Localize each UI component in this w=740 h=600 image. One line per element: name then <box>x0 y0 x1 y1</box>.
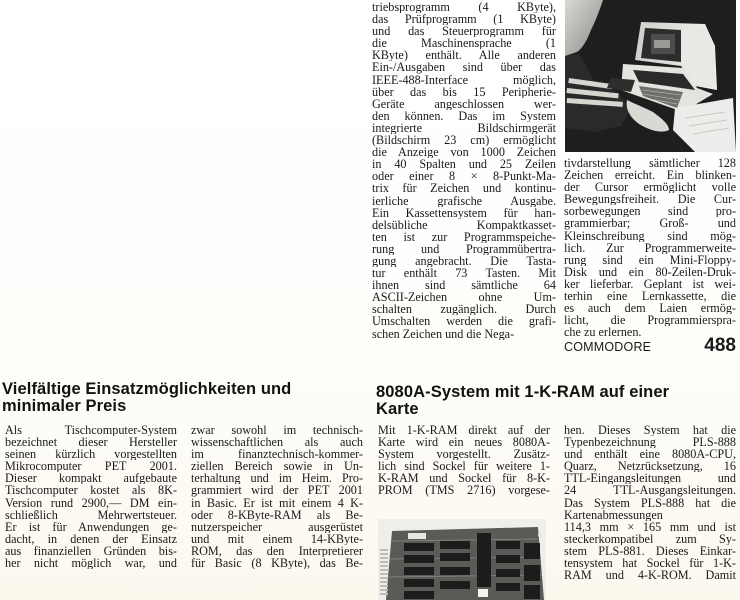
text-line: Geräte angeschlossen wer- <box>372 97 556 110</box>
computer-photo-icon <box>565 0 736 152</box>
article1-column-1 <box>5 424 177 569</box>
reader-service-number: 488 <box>704 335 736 357</box>
company-name: COMMODORE <box>564 340 652 355</box>
text-line: Kartenabmessungen <box>564 508 663 521</box>
text-line: ierliche grafische Ausgabe. <box>372 194 556 207</box>
text-line: integrierte Bildschirmgerät <box>372 121 556 135</box>
text-line: Bewegungsfreiheit. Die Cur- <box>564 193 736 206</box>
text-line: ziellen Bereich sowie in Un- <box>191 460 363 473</box>
text-line: gung angebracht. Die Tasta- <box>372 254 556 268</box>
text-line: licht, die Programmierspra- <box>564 314 736 327</box>
circuit-board-icon <box>378 519 546 600</box>
text-line: Kleinschreibung sind mög- <box>564 229 736 242</box>
text-line: im finanztechnisch-kommer- <box>191 448 363 461</box>
text-line: Typenbezeichnung PLS-888 <box>564 436 736 449</box>
text-line: oder einer 8 × 8-Punkt-Ma- <box>372 170 556 183</box>
text-line: Als Tischcomputer-System <box>5 424 177 437</box>
text-line: ASCII-Zeichen ohne Um- <box>372 291 556 304</box>
article2-headline <box>376 384 738 418</box>
text-line: Umschalten werden die grafi- <box>372 315 556 328</box>
text-line: tivdarstellung sämtlicher 128 <box>564 157 736 170</box>
text-line: der Cursor ermöglicht volle <box>564 181 736 194</box>
text-line: ten ist zur Programmspeiche- <box>372 230 556 243</box>
text-line: ker lieferbar. Geplant ist wei- <box>564 277 736 291</box>
text-line: 114,3 mm × 165 mm und ist <box>564 520 736 533</box>
text-line: delsübliche Kompaktkasset- <box>372 218 556 231</box>
text-line: terhin eine Lernkassette, die <box>564 290 736 303</box>
text-line: hen. Dieses System hat die <box>564 424 736 437</box>
article-footer <box>564 335 736 357</box>
text-line: schließlich Mehrwertsteuer. <box>5 508 177 521</box>
text-line: schen Zeichen und die Nega- <box>372 327 515 340</box>
text-line: rung und Programmübertra- <box>372 242 556 255</box>
text-line: schalten zugänglich. Durch <box>372 303 556 316</box>
text-line: PROM (TMS 2716) vorgese- <box>378 484 550 497</box>
text-line: TTL-Eingangsleitungen und <box>564 472 736 485</box>
text-line: seinen kürzlich vorgestellten <box>5 448 177 461</box>
text-line: das Prüfprogramm (1 KByte) <box>372 13 556 26</box>
text-line: Zeichen erreicht. Ein blinken- <box>564 169 736 182</box>
text-line: die Anzeige von 1000 Zeichen <box>372 146 556 159</box>
text-line: oder 8-KByte-RAM als Be- <box>191 508 363 521</box>
text-line: es auch dem Laien ermög- <box>564 302 736 315</box>
text-line: und das Steuerprogramm für <box>372 25 556 38</box>
text-line: nutzerspeicher ausgerüstet <box>191 520 363 533</box>
text-line: Das System PLS-888 hat die <box>564 496 736 509</box>
text-line: rung sind ein Mini-Floppy- <box>564 253 736 266</box>
text-line: terhaltung und im Heim. Pro- <box>191 472 363 485</box>
text-line: lich. Zur Programmerweite- <box>564 241 736 254</box>
headline-line: Vielfältige Einsatzmöglichkeiten und <box>2 380 292 398</box>
text-line: dacht, in denen der Einsatz <box>5 532 177 545</box>
text-line: stem PLS-881. Dieses Einkar- <box>564 544 736 558</box>
article1-headline <box>2 381 366 415</box>
text-line: Dieser kompakt aufgebaute <box>5 472 177 485</box>
text-line: Disk und ein 80-Zeilen-Druk- <box>564 265 736 278</box>
text-line: ihnen sind sämtliche 64 <box>372 279 556 292</box>
text-line: (Bildschirm 23 cm) ermöglicht <box>372 134 556 147</box>
article1-column-4 <box>564 157 736 357</box>
text-line: wissenschaftlichen als auch <box>191 436 363 449</box>
text-line: für Basic (8 KByte), das Be- <box>191 557 363 570</box>
text-line: und enthält eine 8080A-CPU, <box>564 448 736 461</box>
commodore-pet-photo <box>565 0 736 152</box>
article1-column-2 <box>191 424 363 569</box>
text-line: tur enthält 73 Tasten. Mit <box>372 267 556 280</box>
text-line: sorbewegungen sind pro- <box>564 205 736 218</box>
text-line: IEEE-488-Interface möglich, <box>372 73 556 86</box>
text-line: her nicht möglich war, und <box>5 557 177 570</box>
headline-line: 8080A-System mit 1-K-RAM auf einer <box>376 383 670 401</box>
text-line: in Basic. Er ist mit einem 4 K- <box>191 496 363 509</box>
text-line: die Maschinensprache (1 <box>372 37 556 50</box>
text-line: che zu erlernen. <box>564 326 642 339</box>
text-line: System vorgestellt. Zusätz- <box>378 448 550 461</box>
text-line: steckerkompatibel zum Sy- <box>564 532 736 545</box>
text-line: KByte) enthält. Alle anderen <box>372 49 556 62</box>
text-line: den können. Das im System <box>372 109 556 122</box>
text-line: trix für Zeichen und kontinu- <box>372 182 556 195</box>
text-line: Mit 1-K-RAM direkt auf der <box>378 424 550 437</box>
text-line: Karte wird ein neues 8080A- <box>378 436 550 449</box>
text-line: tensystem hat Sockel für 1-K- <box>564 557 736 570</box>
text-line: Tischcomputer kostet als 8K- <box>5 484 177 497</box>
text-line: aus finanziellen Gründen bis- <box>5 544 177 558</box>
article2-column-2 <box>564 424 736 581</box>
text-line: lich sind Sockel für weitere 1- <box>378 460 550 473</box>
text-line: grammiert wird der PET 2001 <box>191 484 363 497</box>
text-line: und mit einem 14-KByte- <box>191 532 363 545</box>
text-line: triebsprogramm (4 KByte), <box>372 1 556 14</box>
text-line: Ein Kassettensystem für han- <box>372 206 556 219</box>
text-line: Mikrocomputer PET 2001. <box>5 460 177 473</box>
text-line: über das bis 15 Peripherie- <box>372 85 556 98</box>
circuit-board-photo <box>378 519 546 600</box>
text-line: 24 TTL-Ausgangsleitungen. <box>564 484 736 497</box>
text-line: Version rund 2900,— DM ein- <box>5 496 177 509</box>
article1-column-3 <box>372 1 556 340</box>
text-line: Quarz, Netzrücksetzung, 16 <box>564 460 736 473</box>
text-line: grammierbar; Groß- und <box>564 217 736 230</box>
text-line: zwar sowohl im technisch- <box>191 424 363 437</box>
text-line: Ein-/Ausgaben sind über das <box>372 61 556 74</box>
article2-column-1 <box>378 424 550 497</box>
text-line: K-RAM und Sockel für 8-K- <box>378 472 550 485</box>
text-line: in 40 Spalten und 25 Zeilen <box>372 158 556 171</box>
headline-line: minimaler Preis <box>2 397 127 415</box>
text-line: ROM, das den Interpretierer <box>191 544 363 558</box>
text-line: bezeichnet dieser Hersteller <box>5 436 177 449</box>
headline-line: Karte <box>376 400 419 418</box>
text-line: Er ist für Anwendungen ge- <box>5 520 177 533</box>
text-line: RAM und 4-K-ROM. Damit <box>564 569 736 582</box>
